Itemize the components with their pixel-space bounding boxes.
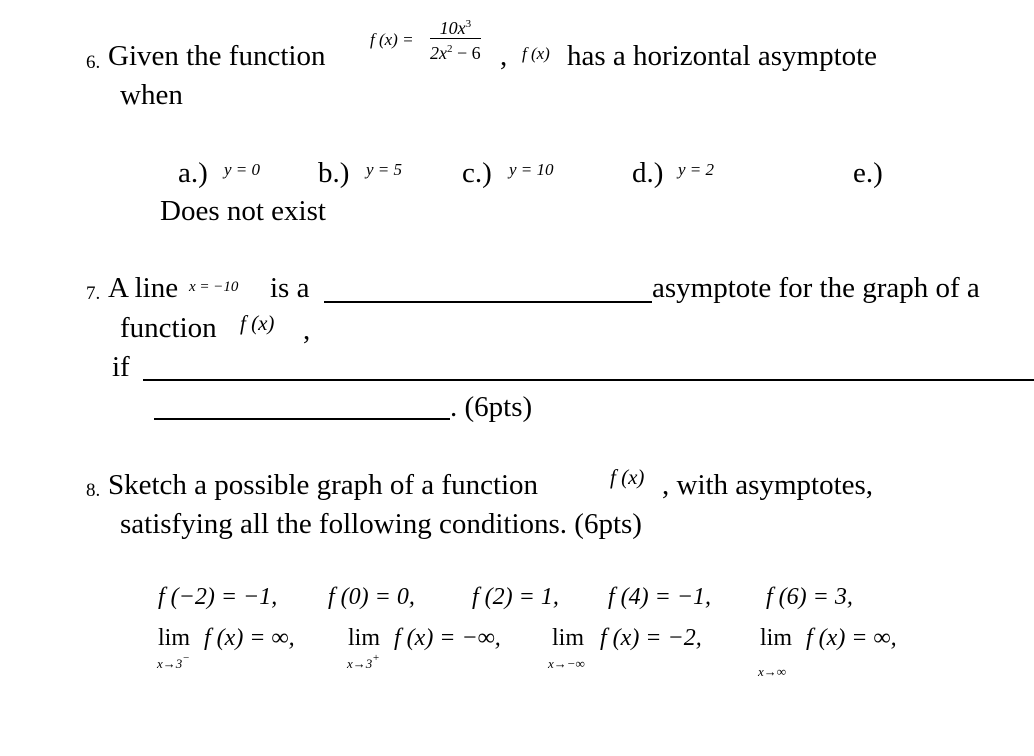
q7-line-equation: x = −10 — [189, 279, 239, 295]
limit-subscript: x→3− — [157, 652, 190, 671]
q7-text-function: function — [120, 312, 217, 344]
q6-option-e-label: e.) — [853, 157, 883, 189]
q6-option-a-value: y = 0 — [224, 160, 261, 179]
limit-subscript: x→3+ — [347, 652, 380, 671]
q6-text-intro: Given the function — [108, 40, 326, 72]
q7-blank-condition-line-2[interactable] — [154, 418, 450, 420]
q7-text-asymptote: asymptote for the graph of a — [652, 272, 980, 304]
q6-numerator-exp: 3 — [465, 18, 472, 30]
q8-condition-3: f (2) = 1, — [472, 584, 559, 610]
limit-expression: f (x) = −∞, — [394, 625, 501, 651]
q6-denominator-b: − 6 — [452, 43, 481, 63]
limit-expression: f (x) = ∞, — [806, 625, 897, 651]
q7-fx: f (x) — [240, 311, 275, 335]
q6-denominator-a: 2x — [430, 43, 447, 63]
q6-text-asymptote: has a horizontal asymptote — [567, 40, 878, 72]
limit-operator: lim — [158, 625, 191, 651]
q6-denominator-exp: 2 — [447, 43, 453, 55]
q8-condition-2: f (0) = 0, — [328, 584, 415, 610]
q6-fx-label: f (x) = — [370, 30, 414, 49]
q7-text-a-line: A line — [108, 272, 179, 304]
limit-operator: lim — [348, 625, 381, 651]
q6-option-b-label: b.) — [318, 157, 350, 189]
q7-blank-condition-line-1[interactable] — [143, 379, 1034, 381]
limit-expression: f (x) = ∞, — [204, 625, 295, 651]
q8-fx: f (x) — [610, 465, 645, 489]
q8-number: 8. — [86, 480, 101, 501]
q8-text-sketch: Sketch a possible graph of a function — [108, 469, 539, 501]
q7-text-if: if — [112, 351, 130, 383]
q7-points: . (6pts) — [450, 391, 533, 423]
q7-text-is-a: is a — [270, 272, 310, 304]
q6-option-e-text: Does not exist — [160, 195, 326, 227]
q7-number: 7. — [86, 283, 101, 304]
q8-condition-4: f (4) = −1, — [608, 584, 712, 610]
q6-option-c-value: y = 10 — [509, 160, 554, 179]
q6-option-d-value: y = 2 — [678, 160, 715, 179]
limit-operator: lim — [552, 625, 585, 651]
q8-text-conditions: satisfying all the following conditions. (6pts) — [120, 508, 642, 540]
q6-fx: f (x) — [522, 44, 550, 63]
q6-comma: , — [500, 40, 508, 72]
q8-condition-1: f (−2) = −1, — [158, 584, 278, 610]
q7-comma: , — [303, 314, 311, 346]
q6-number: 6. — [86, 52, 101, 73]
q6-numerator: 10x — [439, 18, 466, 38]
q8-condition-5: f (6) = 3, — [766, 584, 853, 610]
limit-expression: f (x) = −2, — [600, 625, 702, 651]
limit-operator: lim — [760, 625, 793, 651]
limit-subscript: x→∞ — [758, 664, 787, 679]
q6-option-d-label: d.) — [632, 157, 664, 189]
q6-fraction — [430, 14, 481, 63]
q6-text-when: when — [120, 79, 183, 111]
q6-option-c-label: c.) — [462, 157, 492, 189]
q6-option-b-value: y = 5 — [366, 160, 403, 179]
q7-blank-asymptote-type[interactable] — [324, 301, 652, 303]
limit-subscript: x→−∞ — [548, 656, 585, 671]
q8-text-asymptotes: , with asymptotes, — [662, 469, 874, 501]
q6-option-a-label: a.) — [178, 157, 208, 189]
